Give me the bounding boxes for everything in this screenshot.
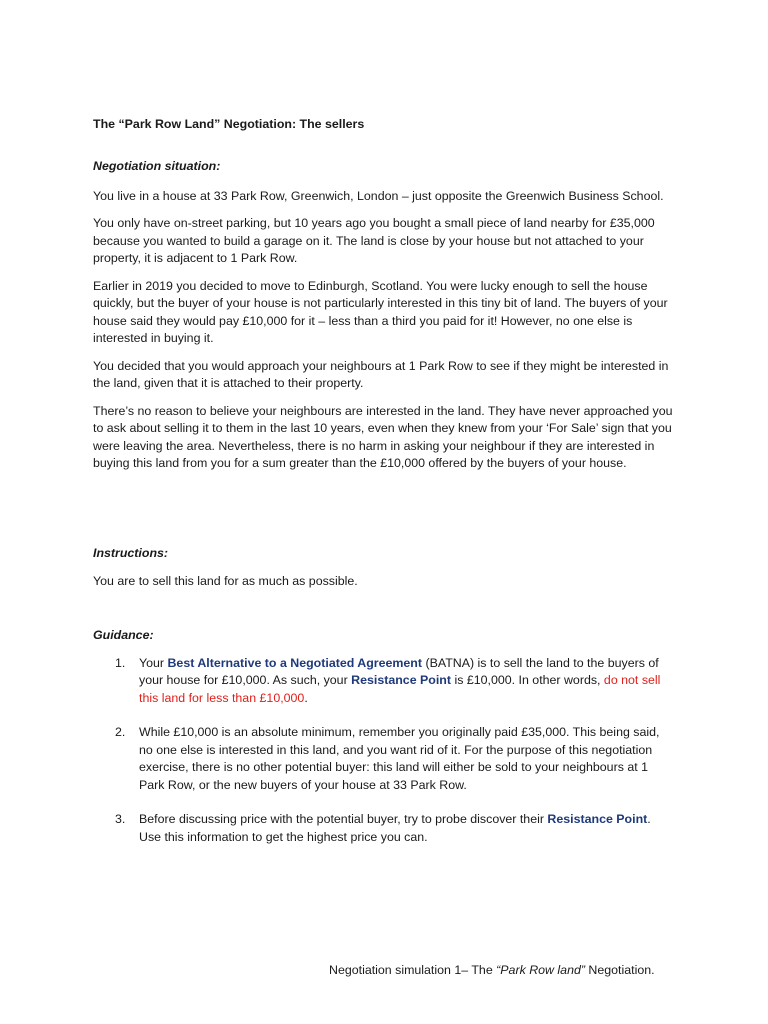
resistance-point-term: Resistance Point [547,812,648,826]
footer-prefix: Negotiation simulation 1– The [329,963,497,977]
situation-paragraph-1: You live in a house at 33 Park Row, Greenwich, London – just opposite the Greenwich Business School. [93,188,664,203]
situation-paragraph-2: You only have on-street parking, but 10 years ago you bought a small piece of land nearby for £35,000 because you wanted to build a garage on it. The land is close by your house but not attached to your property, it is adjacent to 1 Park Row. [93,216,655,265]
guidance-heading: Guidance: [93,628,154,642]
instructions-text: You are to sell this land for as much as possible. [93,573,358,588]
instructions-heading: Instructions: [93,546,169,560]
resistance-point-term: Resistance Point [351,673,452,687]
page-footer [329,962,655,980]
guidance-item-text: (BATNA) is to sell the land to the buyers of your house for £10,000. As such, your [139,655,659,687]
instructions-section [93,545,683,600]
document-page [93,0,683,1024]
guidance-section [93,627,683,846]
situation-paragraph-5: There’s no reason to believe your neighbours are interested in the land. They have never approached you to ask about selling it to them in the last 10 years, even when they knew from your ‘For Sale’ sign that you were leaving the area. Nevertheless, there is no harm in asking your neighbour if they are interested in buying this land from you for a sum greater than the £10,000 offered by the buyers of your house. [93,403,673,470]
situation-paragraph-3: Earlier in 2019 you decided to move to Edinburgh, Scotland. You were lucky enough to sell the house quickly, but the buyer of your house is not particularly interested in this tiny bit of land. The buyers of your house said they would pay £10,000 for it – less than a third you paid for it! However, no one else is interested in buying it. [93,278,668,345]
guidance-item-number: 3. [115,812,126,826]
document-title: The “Park Row Land” Negotiation: The sellers [93,117,365,131]
situation-section [93,158,683,483]
guidance-item-3 [93,811,674,846]
guidance-item-number: 2. [115,725,126,739]
guidance-item-text: Your [139,655,168,670]
batna-term: Best Alternative to a Negotiated Agreement [167,655,423,670]
footer-italic: “Park Row land” [496,963,585,977]
guidance-item-number: 1. [115,655,126,670]
minimum-price-warning: do not sell this land for less than £10,000 [139,673,661,705]
guidance-item-text: While £10,000 is an absolute minimum, remember you originally paid £35,000. This being said, no one else is interested in this land, and you want rid of it. For the purpose of this negotiation exercise, there is no other potential buyer: this land will either be sold to your neighbours at 1 Park Row, or the new buyers of your house at 33 Park Row. [139,725,660,792]
footer-suffix: Negotiation. [584,963,655,977]
guidance-item-text: . [304,690,308,705]
guidance-list [93,655,683,847]
guidance-item-text: . Use this information to get the highest price you can. [139,812,651,844]
guidance-item-1 [93,655,674,708]
guidance-item-text: is £10,000. In other words, [451,673,604,687]
situation-heading: Negotiation situation: [93,159,221,173]
situation-paragraph-4: You decided that you would approach your neighbours at 1 Park Row to see if they might be interested in the land, given that it is attached to their property. [93,358,669,390]
guidance-item-2 [93,724,674,794]
guidance-item-text: Before discussing price with the potential buyer, try to probe discover their [139,812,548,826]
